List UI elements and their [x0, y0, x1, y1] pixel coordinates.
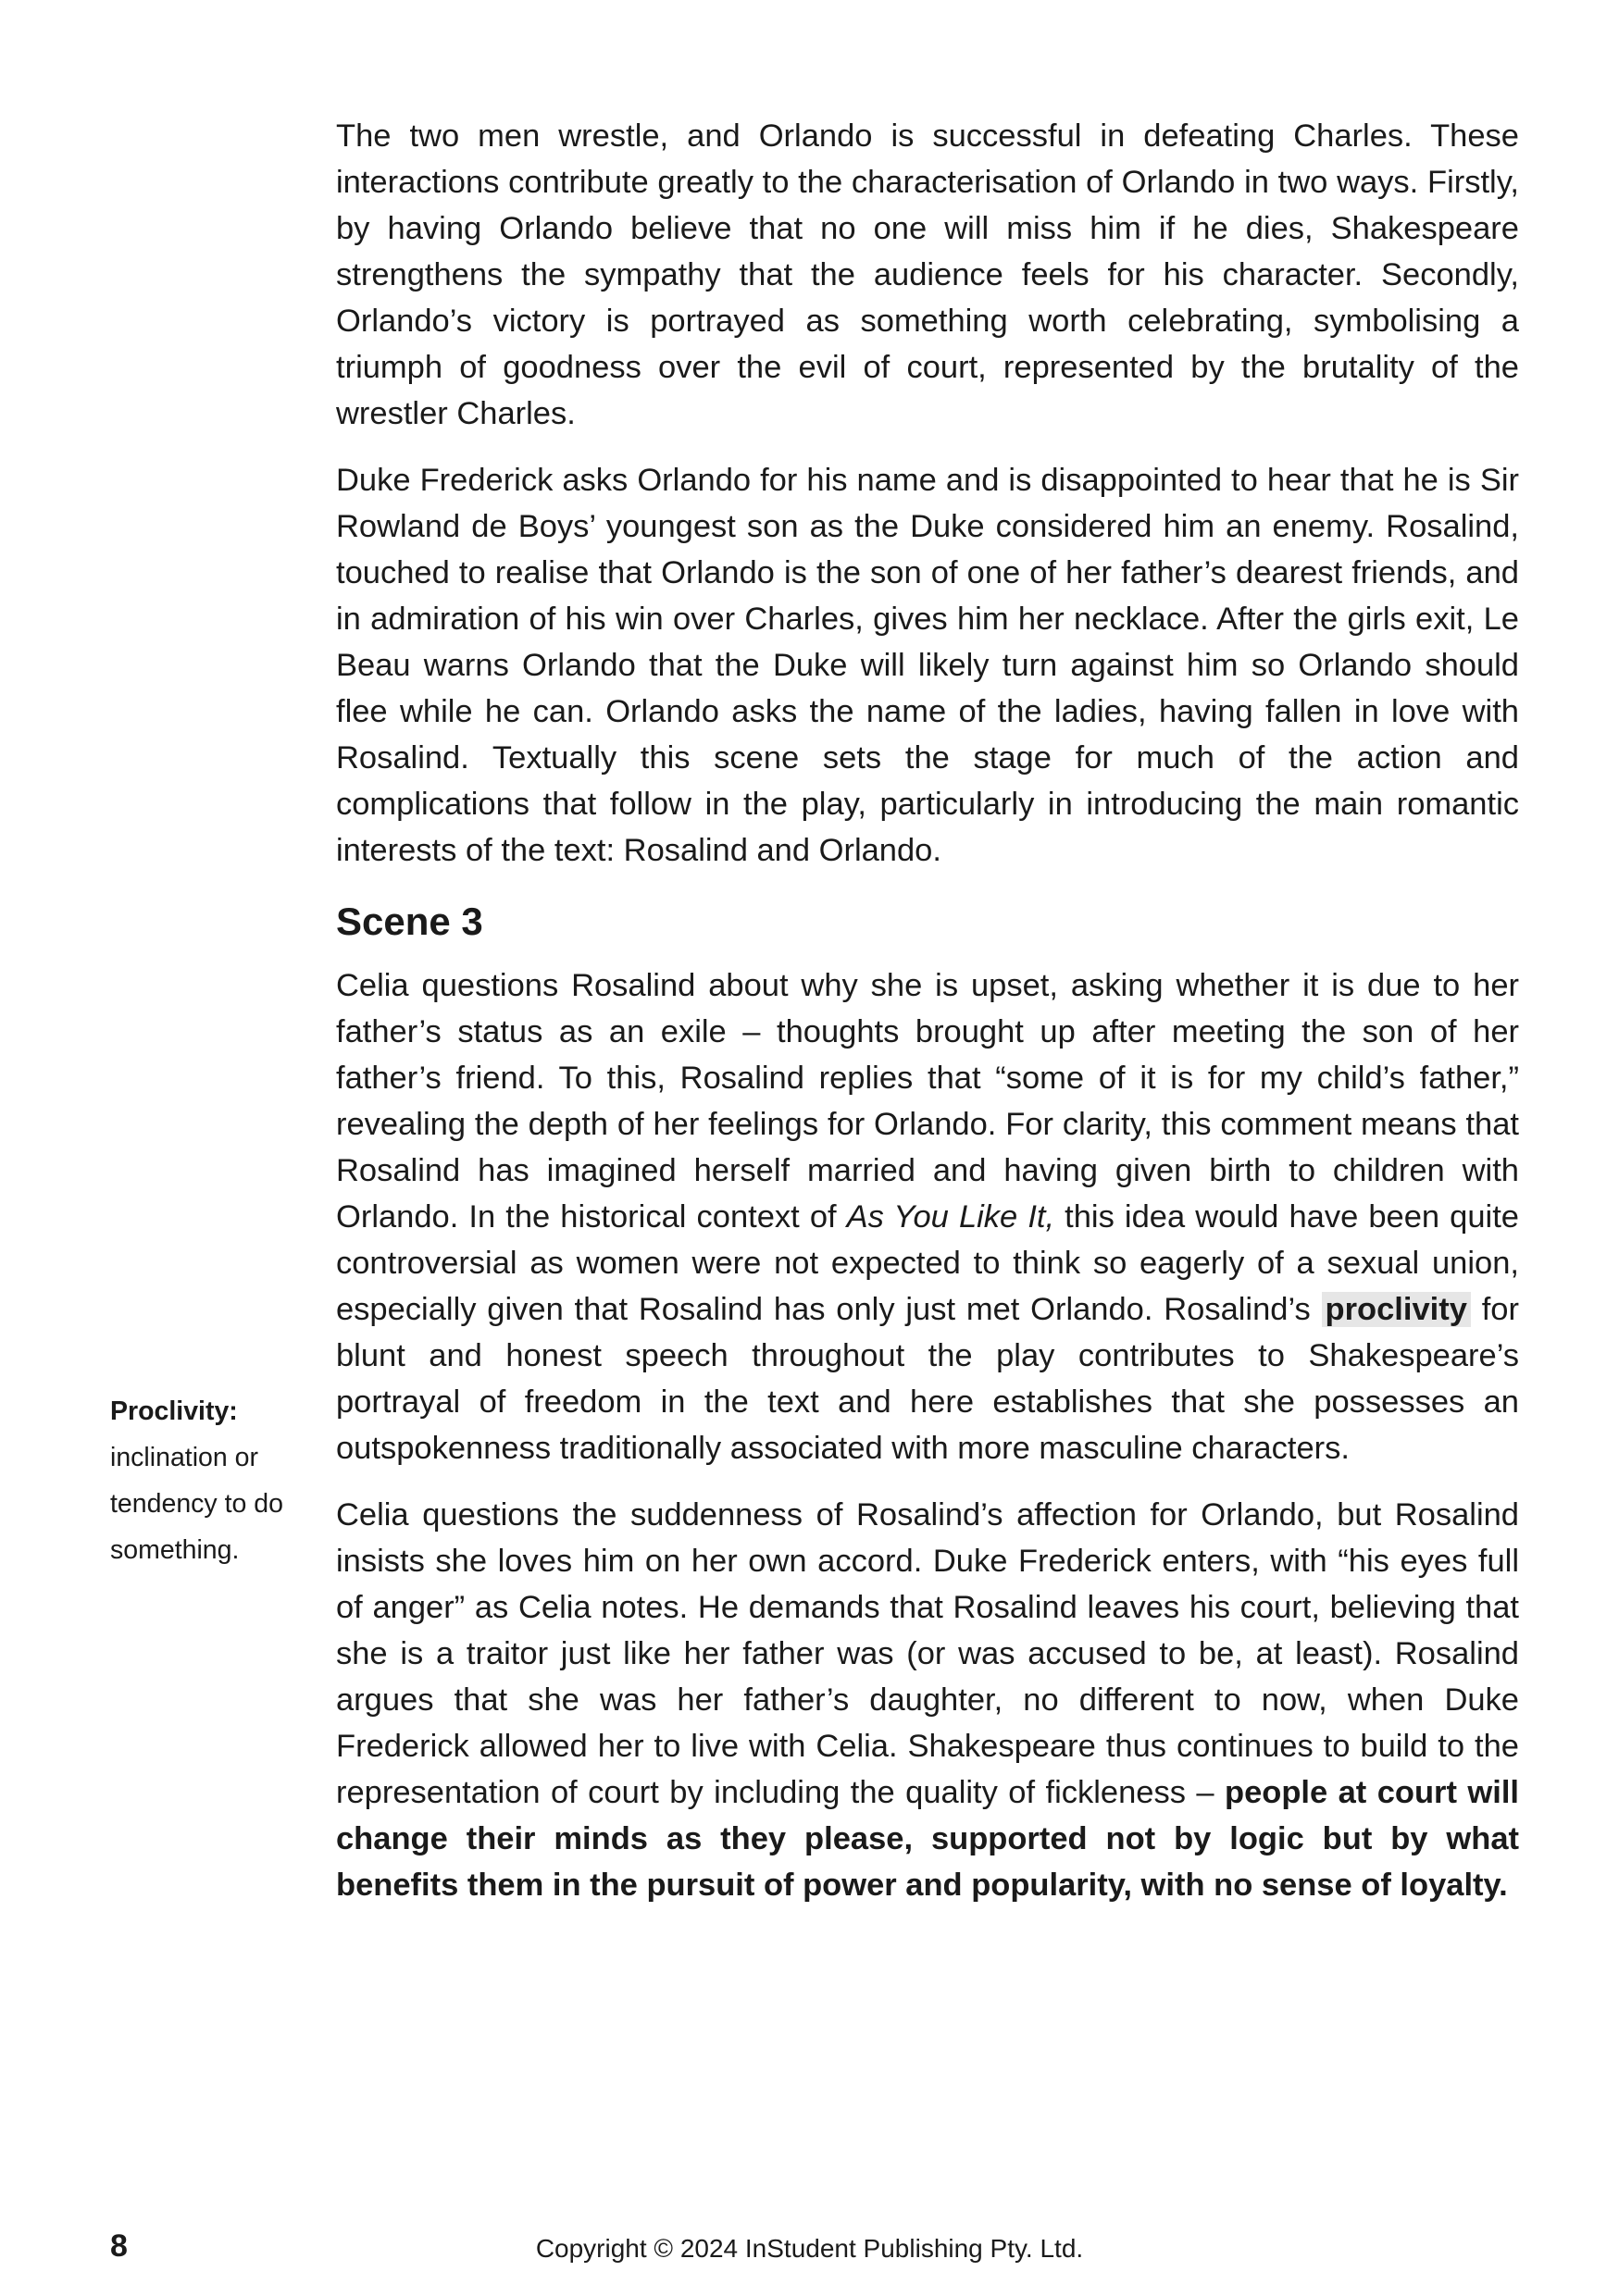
highlighted-term: proclivity	[1322, 1292, 1471, 1327]
glossary-term: Proclivity:	[110, 1396, 238, 1426]
paragraph-text: this idea would have been quite controversial as women were not expected to think so eagerly of a sexual union, especially given that Rosalind has only just met Orlando. Rosalind’s	[336, 1199, 1519, 1327]
paragraph-celia-questions	[336, 962, 1519, 1471]
bold-statement: people at court will change their minds as they please, supported not by logic but by what benefits them in the pursuit of power and popularity, with no sense of loyalty.	[336, 1775, 1519, 1903]
copyright-notice: Copyright © 2024 InStudent Publishing Pty. Ltd.	[535, 2234, 1084, 2263]
paragraph-text: Celia questions Rosalind about why she is upset, asking whether it is due to her father’s status as an exile – thoughts brought up after meeting the son of her father’s friend. To this, Rosalind replies that “some of it is for my child’s father,” revealing the depth of her feelings for Orlando. For clarity, this comment means that Rosalind has imagined herself married and having given birth to children with Orlando. In the historical context of	[336, 968, 1519, 1235]
main-text-column	[336, 113, 1519, 1929]
paragraph-suddenness	[336, 1492, 1519, 1908]
paragraph-duke-frederick: Duke Frederick asks Orlando for his name and is disappointed to hear that he is Sir Rowland de Boys’ youngest son as the Duke considered him an enemy. Rosalind, touched to realise that Orlando is the son of one of her father’s dearest friends, and in admiration of his win over Charles, gives him her necklace. After the girls exit, Le Beau warns Orlando that the Duke will likely turn against him so Orlando should flee while he can. Orlando asks the name of the ladies, having fallen in love with Rosalind. Textually this scene sets the stage for much of the action and complications that follow in the play, particularly in introducing the main romantic interests of the text: Rosalind and Orlando.	[336, 463, 1519, 868]
paragraph-text: for blunt and honest speech throughout the play contributes to Shakespeare’s portrayal of freedom in the text and here establishes that she possesses an outspokenness traditionally associated with more masculine characters.	[336, 1292, 1519, 1466]
glossary-definition: inclination or tendency to do something.	[110, 1443, 283, 1565]
glossary-sidebar	[110, 1388, 314, 1573]
section-heading-scene-3: Scene 3	[336, 900, 483, 943]
page-number: 8	[110, 2228, 128, 2264]
paragraph-text: Celia questions the suddenness of Rosalind’s affection for Orlando, but Rosalind insists she loves him on her own accord. Duke Frederick enters, with “his eyes full of anger” as Celia notes. He demands that Rosalind leaves his court, believing that she is a traitor just like her father was (or was accused to be, at least). Rosalind argues that she was her father’s daughter, no different to now, when Duke Frederick allowed her to live with Celia. Shakespeare thus continues to build to the representation of court by including the quality of fickleness –	[336, 1497, 1519, 1810]
paragraph-wrestling: The two men wrestle, and Orlando is successful in defeating Charles. These interactions contribute greatly to the characterisation of Orlando in two ways. Firstly, by having Orlando believe that no one will miss him if he dies, Shakespeare strengthens the sympathy that the audience feels for his character. Secondly, Orlando’s victory is portrayed as something worth celebrating, symbolising a triumph of goodness over the evil of court, represented by the brutality of the wrestler Charles.	[336, 118, 1519, 431]
play-title: As You Like It,	[846, 1199, 1055, 1235]
